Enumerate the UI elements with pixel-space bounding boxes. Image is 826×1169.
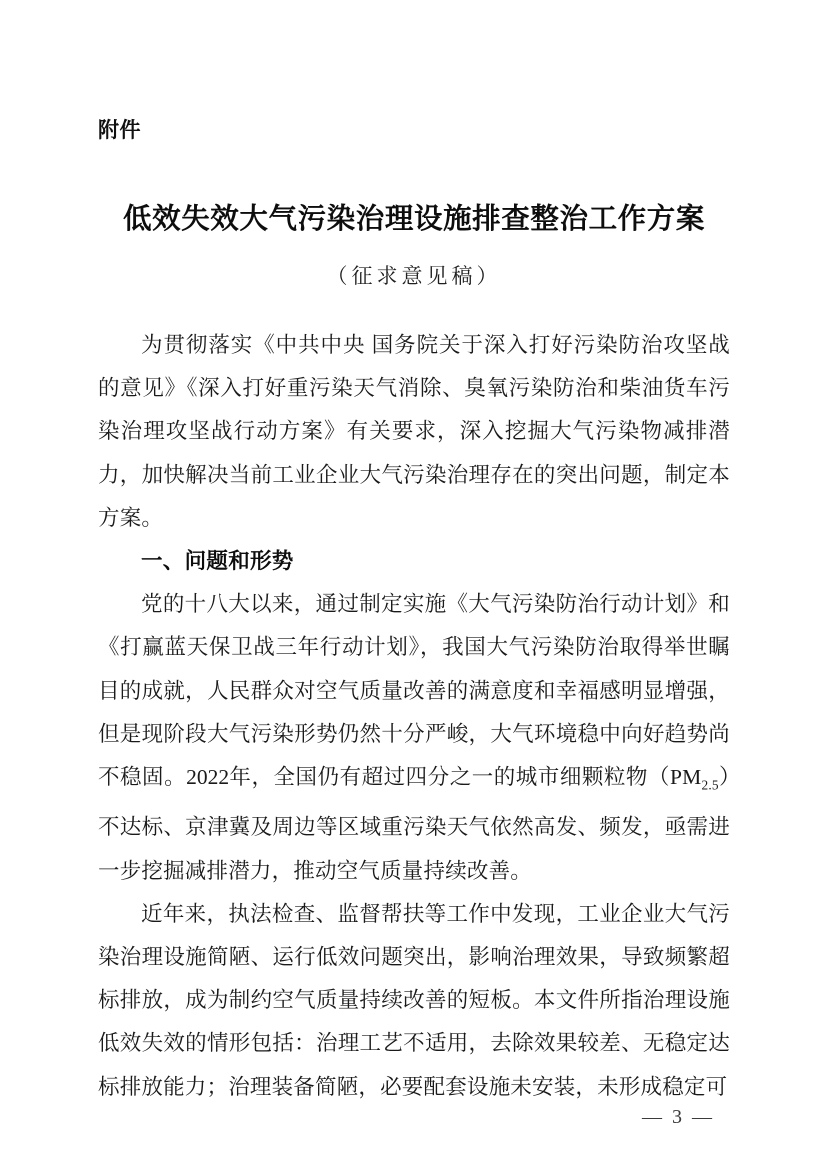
page-footer-inner: [642, 1106, 714, 1129]
paragraph-background-part-b: 年，全国仍有超过四分之一的城市细颗粒物（PM: [229, 764, 702, 789]
paragraph-intro: 为贯彻落实《中共中央 国务院关于深入打好污染防治攻坚战的意见》《深入打好重污染天气消除、臭氧污染防治和柴油货车污染治理攻坚战行动方案》有关要求，深入挖掘大气污染物减排潜力，加快解决当前工业企业大气污染治理存在的突出问题，制定本方案。: [98, 332, 730, 530]
document-title: 低效失效大气污染治理设施排查整治工作方案: [122, 202, 705, 235]
document-subtitle: （征求意见稿）: [326, 263, 502, 288]
paragraph-background-year: 2022: [186, 764, 230, 789]
page-footer: [0, 1106, 826, 1129]
paragraph-recent-findings: 近年来，执法检查、监督帮扶等工作中发现，工业企业大气污染治理设施简陋、运行低效问题突出，影响治理效果，导致频繁超标排放，成为制约空气质量持续改善的短板。本文件所指治理设施低效失效的情形包括：治理工艺不适用，去除效果较差、无稳定达标排放能力；治理装备简陋，必要配套设施未安装，未形成稳定可: [98, 901, 730, 1099]
footer-dash-left: —: [642, 1106, 664, 1128]
paragraph-background-part-a: 党的十八大以来，通过制定实施《大气污染防治行动计划》和《打赢蓝天保卫战三年行动计划》，我国大气污染防治取得举世瞩目的成就，人民群众对空气质量改善的满意度和幸福感明显增强，但是现阶段大气污染形势仍然十分严峻，大气环境稳中向好趋势尚不稳固。: [98, 592, 730, 789]
footer-dash-right: —: [692, 1106, 714, 1128]
paragraph-background-part-c: ）不达标、京津冀及周边等区域重污染天气依然高发、频发，亟需进一步挖掘减排潜力，推动空气质量持续改善。: [98, 764, 730, 883]
document-body: [98, 324, 730, 1109]
document-content-column: [98, 0, 730, 1109]
section-heading-problems-and-situation: 一、问题和形势: [141, 548, 294, 574]
pm25-subscript: 2.5: [701, 777, 719, 793]
paragraph-background: [98, 583, 730, 893]
attachment-label: 附件: [98, 118, 141, 142]
page-number: 3: [672, 1106, 684, 1128]
